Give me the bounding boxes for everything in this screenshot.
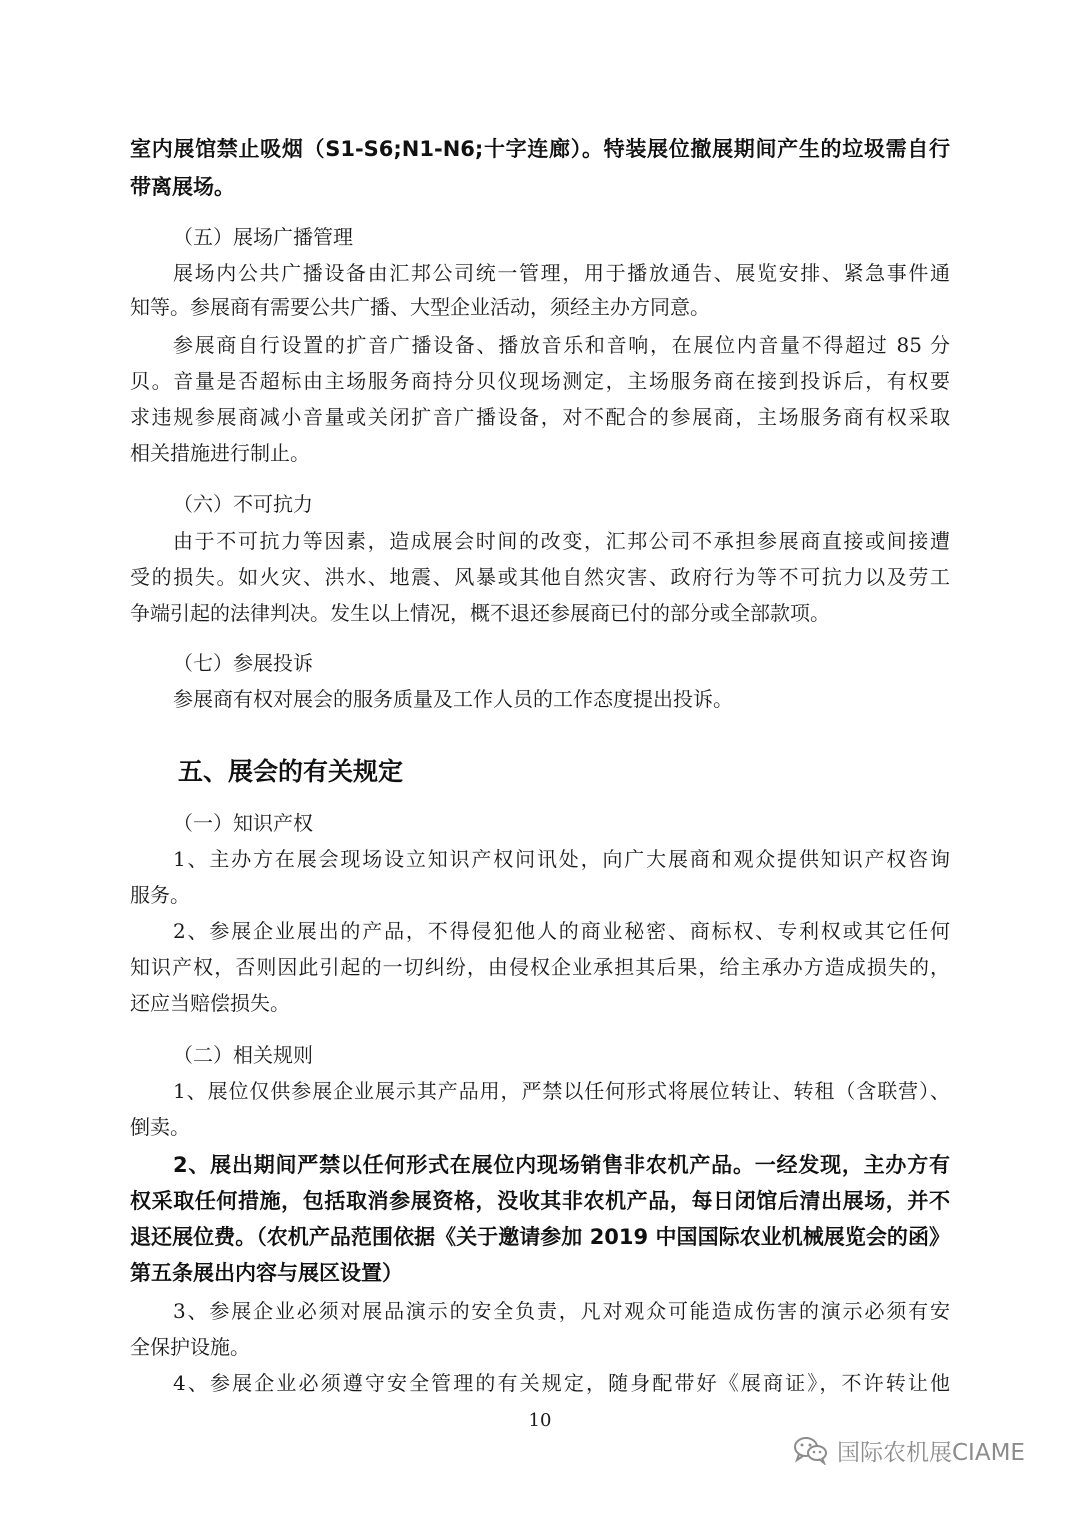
watermark [793, 1430, 1025, 1470]
text-line: 由于不可抗力等因素，造成展会时间的改变，汇邦公司不承担参展商直接或间接遭 [173, 529, 950, 553]
text-line: 参展商有权对展会的服务质量及工作人员的工作态度提出投诉。 [173, 687, 733, 711]
text-line: （五）展场广播管理 [173, 225, 353, 249]
text-line: （六）不可抗力 [173, 492, 313, 516]
text-line: 争端引起的法律判决。发生以上情况，概不退还参展商已付的部分或全部款项。 [130, 601, 830, 625]
page-number: 10 [528, 1410, 552, 1431]
text-line: （一）知识产权 [173, 811, 313, 835]
text-line: 2、展出期间严禁以任何形式在展位内现场销售非农机产品。一经发现，主办方有 [173, 1153, 950, 1177]
text-line: 室内展馆禁止吸烟（S1-S6;N1-N6;十字连廊）。特装展位撤展期间产生的垃圾需自行 [130, 137, 950, 161]
text-line: 倒卖。 [130, 1115, 190, 1139]
text-line: 第五条展出内容与展区设置） [130, 1261, 403, 1285]
watermark-text: 国际农机展CIAME [837, 1439, 1025, 1466]
text-line: 相关措施进行制止。 [130, 441, 310, 465]
text-line: 参展商自行设置的扩音广播设备、播放音乐和音响，在展位内音量不得超过 85 分 [173, 333, 950, 357]
text-line: 知等。参展商有需要公共广播、大型企业活动，须经主办方同意。 [130, 295, 710, 319]
text-line: 受的损失。如火灾、洪水、地震、风暴或其他自然灾害、政府行为等不可抗力以及劳工 [130, 565, 950, 589]
text-line: 3、参展企业必须对展品演示的安全负责，凡对观众可能造成伤害的演示必须有安 [173, 1299, 950, 1323]
text-line: 1、主办方在展会现场设立知识产权问讯处，向广大展商和观众提供知识产权咨询 [173, 847, 950, 871]
text-line: 退还展位费。（农机产品范围依据《关于邀请参加 2019 中国国际农业机械展览会的函》 [130, 1225, 950, 1249]
section-heading: 五、展会的有关规定 [178, 757, 404, 786]
text-line: 1、展位仅供参展企业展示其产品用，严禁以任何形式将展位转让、转租（含联营）、 [173, 1079, 950, 1103]
wechat-icon [793, 1435, 829, 1465]
text-line: 带离展场。 [130, 175, 235, 199]
text-line: 贝。音量是否超标由主场服务商持分贝仪现场测定，主场服务商在接到投诉后，有权要 [130, 369, 950, 393]
text-line: 2、参展企业展出的产品，不得侵犯他人的商业秘密、商标权、专利权或其它任何 [173, 919, 950, 943]
text-line: 4、参展企业必须遵守安全管理的有关规定，随身配带好《展商证》，不许转让他 [173, 1371, 950, 1395]
text-line: （七）参展投诉 [173, 651, 313, 675]
text-line: 权采取任何措施，包括取消参展资格，没收其非农机产品，每日闭馆后清出展场，并不 [130, 1189, 950, 1213]
text-line: 求违规参展商减小音量或关闭扩音广播设备，对不配合的参展商，主场服务商有权采取 [130, 405, 950, 429]
text-line: （二）相关规则 [173, 1043, 313, 1067]
text-line: 还应当赔偿损失。 [130, 991, 290, 1015]
text-line: 全保护设施。 [130, 1335, 250, 1359]
text-line: 知识产权，否则因此引起的一切纠纷，由侵权企业承担其后果，给主承办方造成损失的， [130, 955, 950, 979]
text-line: 展场内公共广播设备由汇邦公司统一管理，用于播放通告、展览安排、紧急事件通 [173, 261, 950, 285]
text-line: 服务。 [130, 883, 190, 907]
